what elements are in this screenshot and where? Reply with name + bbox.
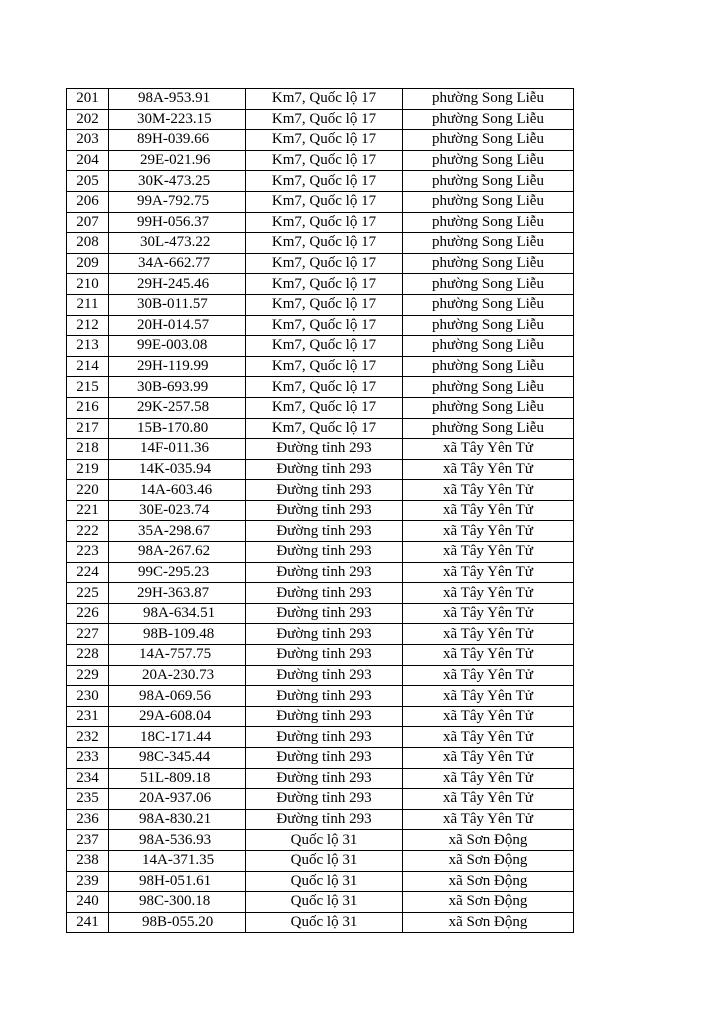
cell-location: Km7, Quốc lộ 17 <box>246 109 403 130</box>
cell-plate-number: 99C-295.23 <box>109 562 246 583</box>
cell-plate-number: 15B-170.80 <box>109 418 246 439</box>
cell-location: Đường tỉnh 293 <box>246 439 403 460</box>
table-row <box>67 377 574 398</box>
cell-area: xã Tây Yên Tử <box>403 521 574 542</box>
cell-stt: 225 <box>67 583 109 604</box>
cell-stt: 228 <box>67 645 109 666</box>
cell-area: xã Tây Yên Tử <box>403 562 574 583</box>
table-row <box>67 521 574 542</box>
cell-stt: 209 <box>67 253 109 274</box>
cell-location: Km7, Quốc lộ 17 <box>246 253 403 274</box>
cell-location: Km7, Quốc lộ 17 <box>246 294 403 315</box>
cell-location: Km7, Quốc lộ 17 <box>246 315 403 336</box>
table-row <box>67 500 574 521</box>
table-row <box>67 665 574 686</box>
table-row <box>67 294 574 315</box>
table-row <box>67 480 574 501</box>
table-row <box>67 542 574 563</box>
cell-stt: 208 <box>67 233 109 254</box>
cell-plate-number: 99A-792.75 <box>109 191 246 212</box>
cell-location: Đường tỉnh 293 <box>246 809 403 830</box>
cell-stt: 222 <box>67 521 109 542</box>
cell-plate-number: 98A-069.56 <box>109 686 246 707</box>
cell-area: phường Song Liễu <box>403 315 574 336</box>
cell-area: phường Song Liễu <box>403 397 574 418</box>
cell-area: xã Tây Yên Tử <box>403 624 574 645</box>
cell-stt: 206 <box>67 191 109 212</box>
cell-area: phường Song Liễu <box>403 150 574 171</box>
cell-plate-number: 98A-536.93 <box>109 830 246 851</box>
cell-area: xã Tây Yên Tử <box>403 583 574 604</box>
cell-stt: 229 <box>67 665 109 686</box>
cell-stt: 230 <box>67 686 109 707</box>
cell-area: xã Sơn Động <box>403 871 574 892</box>
cell-area: phường Song Liễu <box>403 130 574 151</box>
cell-location: Km7, Quốc lộ 17 <box>246 336 403 357</box>
cell-stt: 240 <box>67 892 109 913</box>
table-row <box>67 645 574 666</box>
cell-area: xã Tây Yên Tử <box>403 439 574 460</box>
cell-location: Km7, Quốc lộ 17 <box>246 191 403 212</box>
cell-plate-number: 14A-603.46 <box>109 480 246 501</box>
cell-area: xã Tây Yên Tử <box>403 542 574 563</box>
cell-stt: 234 <box>67 768 109 789</box>
cell-stt: 211 <box>67 294 109 315</box>
cell-stt: 233 <box>67 748 109 769</box>
cell-plate-number: 98C-300.18 <box>109 892 246 913</box>
cell-area: xã Sơn Động <box>403 850 574 871</box>
cell-stt: 226 <box>67 603 109 624</box>
cell-stt: 220 <box>67 480 109 501</box>
cell-plate-number: 20H-014.57 <box>109 315 246 336</box>
table-row <box>67 748 574 769</box>
cell-plate-number: 98C-345.44 <box>109 748 246 769</box>
cell-plate-number: 30E-023.74 <box>109 500 246 521</box>
cell-plate-number: 98A-267.62 <box>109 542 246 563</box>
cell-stt: 227 <box>67 624 109 645</box>
cell-plate-number: 99H-056.37 <box>109 212 246 233</box>
table-row <box>67 109 574 130</box>
table-row <box>67 212 574 233</box>
cell-location: Đường tỉnh 293 <box>246 542 403 563</box>
cell-stt: 221 <box>67 500 109 521</box>
cell-plate-number: 35A-298.67 <box>109 521 246 542</box>
cell-plate-number: 89H-039.66 <box>109 130 246 151</box>
cell-stt: 239 <box>67 871 109 892</box>
cell-plate-number: 98B-109.48 <box>109 624 246 645</box>
cell-area: xã Tây Yên Tử <box>403 459 574 480</box>
cell-plate-number: 18C-171.44 <box>109 727 246 748</box>
cell-plate-number: 29H-119.99 <box>109 356 246 377</box>
cell-location: Km7, Quốc lộ 17 <box>246 150 403 171</box>
table-body <box>67 89 574 933</box>
cell-location: Km7, Quốc lộ 17 <box>246 397 403 418</box>
table-row <box>67 274 574 295</box>
table-row <box>67 418 574 439</box>
cell-area: phường Song Liễu <box>403 191 574 212</box>
cell-stt: 215 <box>67 377 109 398</box>
cell-area: xã Tây Yên Tử <box>403 603 574 624</box>
cell-location: Km7, Quốc lộ 17 <box>246 356 403 377</box>
cell-plate-number: 30M-223.15 <box>109 109 246 130</box>
cell-area: phường Song Liễu <box>403 171 574 192</box>
cell-stt: 218 <box>67 439 109 460</box>
cell-area: xã Sơn Động <box>403 892 574 913</box>
cell-stt: 231 <box>67 706 109 727</box>
cell-plate-number: 30B-011.57 <box>109 294 246 315</box>
cell-plate-number: 98A-830.21 <box>109 809 246 830</box>
cell-location: Đường tỉnh 293 <box>246 459 403 480</box>
cell-area: phường Song Liễu <box>403 233 574 254</box>
cell-plate-number: 14F-011.36 <box>109 439 246 460</box>
cell-stt: 217 <box>67 418 109 439</box>
cell-stt: 219 <box>67 459 109 480</box>
cell-location: Quốc lộ 31 <box>246 912 403 933</box>
table-row <box>67 603 574 624</box>
cell-plate-number: 98B-055.20 <box>109 912 246 933</box>
cell-area: phường Song Liễu <box>403 377 574 398</box>
table-row <box>67 191 574 212</box>
cell-area: xã Tây Yên Tử <box>403 768 574 789</box>
cell-stt: 204 <box>67 150 109 171</box>
cell-plate-number: 29K-257.58 <box>109 397 246 418</box>
cell-plate-number: 14K-035.94 <box>109 459 246 480</box>
table-row <box>67 686 574 707</box>
cell-location: Km7, Quốc lộ 17 <box>246 377 403 398</box>
cell-area: phường Song Liễu <box>403 336 574 357</box>
table-row <box>67 253 574 274</box>
cell-stt: 223 <box>67 542 109 563</box>
cell-location: Km7, Quốc lộ 17 <box>246 130 403 151</box>
cell-stt: 224 <box>67 562 109 583</box>
cell-location: Quốc lộ 31 <box>246 892 403 913</box>
table-row <box>67 356 574 377</box>
cell-location: Km7, Quốc lộ 17 <box>246 89 403 110</box>
table-row <box>67 233 574 254</box>
cell-area: xã Tây Yên Tử <box>403 500 574 521</box>
cell-plate-number: 29H-245.46 <box>109 274 246 295</box>
table-row <box>67 439 574 460</box>
cell-area: phường Song Liễu <box>403 356 574 377</box>
cell-location: Đường tỉnh 293 <box>246 727 403 748</box>
cell-location: Đường tỉnh 293 <box>246 583 403 604</box>
cell-stt: 238 <box>67 850 109 871</box>
cell-plate-number: 51L-809.18 <box>109 768 246 789</box>
cell-location: Đường tỉnh 293 <box>246 706 403 727</box>
cell-area: xã Sơn Động <box>403 912 574 933</box>
cell-location: Quốc lộ 31 <box>246 850 403 871</box>
cell-plate-number: 14A-757.75 <box>109 645 246 666</box>
cell-location: Km7, Quốc lộ 17 <box>246 171 403 192</box>
cell-location: Đường tỉnh 293 <box>246 645 403 666</box>
table-row <box>67 624 574 645</box>
cell-plate-number: 14A-371.35 <box>109 850 246 871</box>
table-row <box>67 171 574 192</box>
table-row <box>67 459 574 480</box>
cell-plate-number: 98A-953.91 <box>109 89 246 110</box>
table-row <box>67 850 574 871</box>
table-row <box>67 562 574 583</box>
cell-stt: 213 <box>67 336 109 357</box>
cell-area: phường Song Liễu <box>403 89 574 110</box>
cell-location: Đường tỉnh 293 <box>246 789 403 810</box>
cell-plate-number: 30L-473.22 <box>109 233 246 254</box>
cell-plate-number: 29A-608.04 <box>109 706 246 727</box>
cell-area: phường Song Liễu <box>403 109 574 130</box>
cell-location: Đường tỉnh 293 <box>246 480 403 501</box>
cell-stt: 232 <box>67 727 109 748</box>
cell-area: phường Song Liễu <box>403 294 574 315</box>
table-row <box>67 706 574 727</box>
table-row <box>67 89 574 110</box>
cell-location: Đường tỉnh 293 <box>246 768 403 789</box>
cell-location: Đường tỉnh 293 <box>246 521 403 542</box>
table-row <box>67 809 574 830</box>
cell-location: Đường tỉnh 293 <box>246 603 403 624</box>
table-row <box>67 789 574 810</box>
cell-area: phường Song Liễu <box>403 212 574 233</box>
cell-location: Km7, Quốc lộ 17 <box>246 233 403 254</box>
cell-location: Quốc lộ 31 <box>246 871 403 892</box>
table-row <box>67 315 574 336</box>
cell-area: xã Tây Yên Tử <box>403 686 574 707</box>
cell-plate-number: 29E-021.96 <box>109 150 246 171</box>
cell-location: Quốc lộ 31 <box>246 830 403 851</box>
cell-stt: 214 <box>67 356 109 377</box>
cell-stt: 201 <box>67 89 109 110</box>
table-row <box>67 768 574 789</box>
cell-stt: 216 <box>67 397 109 418</box>
cell-location: Đường tỉnh 293 <box>246 686 403 707</box>
cell-location: Đường tỉnh 293 <box>246 562 403 583</box>
cell-plate-number: 98H-051.61 <box>109 871 246 892</box>
cell-stt: 241 <box>67 912 109 933</box>
cell-area: xã Tây Yên Tử <box>403 809 574 830</box>
table-row <box>67 727 574 748</box>
cell-stt: 212 <box>67 315 109 336</box>
table-row <box>67 150 574 171</box>
cell-plate-number: 29H-363.87 <box>109 583 246 604</box>
cell-area: phường Song Liễu <box>403 253 574 274</box>
cell-plate-number: 30B-693.99 <box>109 377 246 398</box>
cell-plate-number: 98A-634.51 <box>109 603 246 624</box>
cell-location: Km7, Quốc lộ 17 <box>246 274 403 295</box>
table-row <box>67 583 574 604</box>
cell-location: Km7, Quốc lộ 17 <box>246 212 403 233</box>
cell-stt: 207 <box>67 212 109 233</box>
table-row <box>67 336 574 357</box>
cell-plate-number: 34A-662.77 <box>109 253 246 274</box>
cell-location: Đường tỉnh 293 <box>246 624 403 645</box>
cell-stt: 210 <box>67 274 109 295</box>
cell-plate-number: 20A-230.73 <box>109 665 246 686</box>
cell-stt: 235 <box>67 789 109 810</box>
table-row <box>67 871 574 892</box>
table-row <box>67 397 574 418</box>
cell-area: xã Tây Yên Tử <box>403 645 574 666</box>
violations-table <box>66 88 574 933</box>
cell-area: xã Tây Yên Tử <box>403 665 574 686</box>
cell-area: xã Sơn Động <box>403 830 574 851</box>
cell-location: Km7, Quốc lộ 17 <box>246 418 403 439</box>
cell-plate-number: 30K-473.25 <box>109 171 246 192</box>
cell-stt: 202 <box>67 109 109 130</box>
cell-location: Đường tỉnh 293 <box>246 748 403 769</box>
cell-plate-number: 20A-937.06 <box>109 789 246 810</box>
cell-stt: 237 <box>67 830 109 851</box>
cell-plate-number: 99E-003.08 <box>109 336 246 357</box>
cell-location: Đường tỉnh 293 <box>246 665 403 686</box>
table-row <box>67 830 574 851</box>
cell-area: xã Tây Yên Tử <box>403 748 574 769</box>
cell-stt: 236 <box>67 809 109 830</box>
cell-area: xã Tây Yên Tử <box>403 727 574 748</box>
cell-stt: 205 <box>67 171 109 192</box>
cell-stt: 203 <box>67 130 109 151</box>
cell-area: phường Song Liễu <box>403 418 574 439</box>
table-row <box>67 892 574 913</box>
cell-area: xã Tây Yên Tử <box>403 706 574 727</box>
cell-location: Đường tỉnh 293 <box>246 500 403 521</box>
cell-area: xã Tây Yên Tử <box>403 789 574 810</box>
cell-area: xã Tây Yên Tử <box>403 480 574 501</box>
cell-area: phường Song Liễu <box>403 274 574 295</box>
table-row <box>67 130 574 151</box>
table-row <box>67 912 574 933</box>
